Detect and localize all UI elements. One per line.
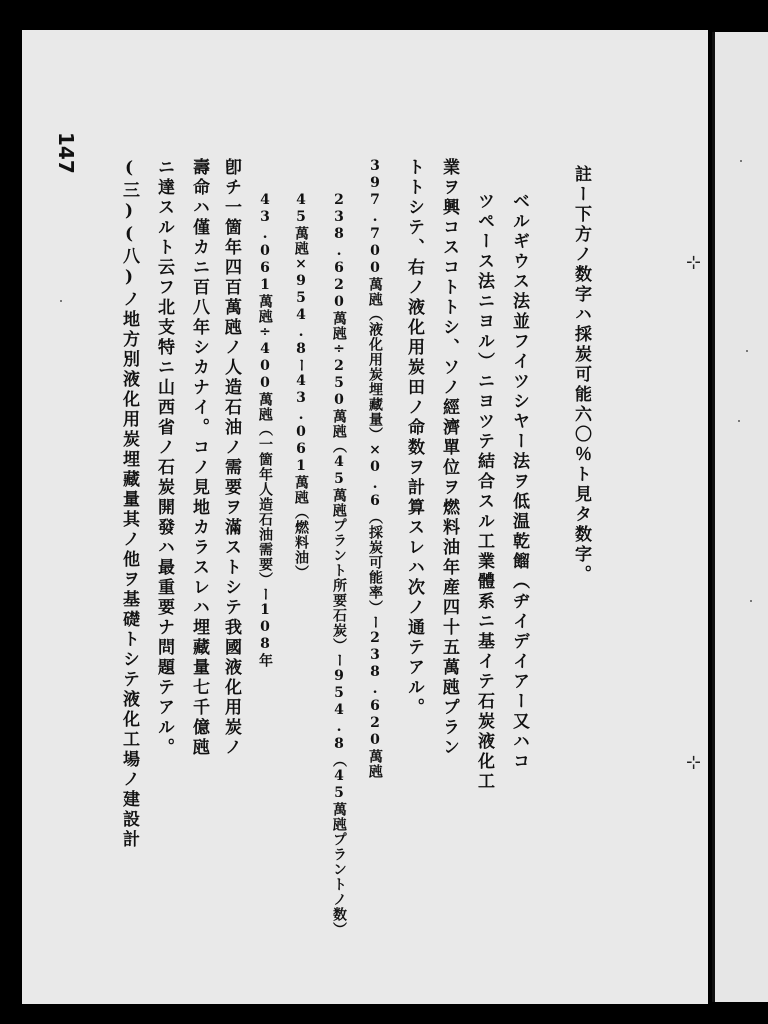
text-column-8: 45萬瓲×954.8ー43.061萬瓲（燃料油） [293, 192, 309, 580]
text-column-6: 397.700萬瓲（液化用炭埋藏量）×0.6（採炭可能率）ー238.620萬瓲 [367, 158, 383, 779]
speck [60, 300, 62, 302]
text-column-9: 43.061萬瓲÷400萬瓲（一箇年人造石油需要）ー108年 [257, 192, 273, 668]
text-column-3: ツペース法ニヨル）ニヨツテ結合スル工業體系ニ基イテ石炭液化工 [474, 192, 494, 792]
text-column-7: 238.620萬瓲÷250萬瓲（45萬瓲プラント所要石炭）ー954.8（45萬瓲プラントノ数） [331, 192, 347, 937]
binding-mark-upper: ⊹ [686, 252, 702, 273]
text-column-12: ニ達スルト云フ北支特ニ山西省ノ石炭開發ハ最重要ナ問題テアル。 [154, 158, 174, 758]
adjacent-page-edge [712, 32, 768, 1002]
speck [750, 600, 752, 602]
text-column-2: ベルギウス法並フイツシヤー法ヲ低温乾餾（ヂイデイアー又ハコ [509, 192, 529, 772]
speck [740, 160, 742, 162]
text-column-4: 業ヲ興コスコトトシ、ソノ經濟單位ヲ燃料油年産四十五萬瓲プラン [439, 158, 459, 758]
text-column-1: 註ー下方ノ数字ハ採炭可能六〇％ト見タ数字。 [571, 165, 591, 585]
text-column-5: トトシテ、右ノ液化用炭田ノ命数ヲ計算スレハ次ノ通テアル。 [404, 158, 424, 718]
text-column-13: (三)(八)ノ地方別液化用炭埋藏量其ノ他ヲ基礎トシテ液化工場ノ建設計 [119, 158, 139, 850]
text-column-11: 壽命ハ僅カニ百八年シカナイ。コノ見地カラスレハ埋藏量七千億瓲 [189, 158, 209, 758]
text-column-10: 卽チ一箇年四百萬瓲ノ人造石油ノ需要ヲ滿ストシテ我國液化用炭ノ [221, 158, 241, 758]
page-number: 147 [54, 132, 78, 174]
speck [738, 420, 740, 422]
binding-mark-lower: ⊹ [686, 752, 702, 773]
speck [746, 350, 748, 352]
